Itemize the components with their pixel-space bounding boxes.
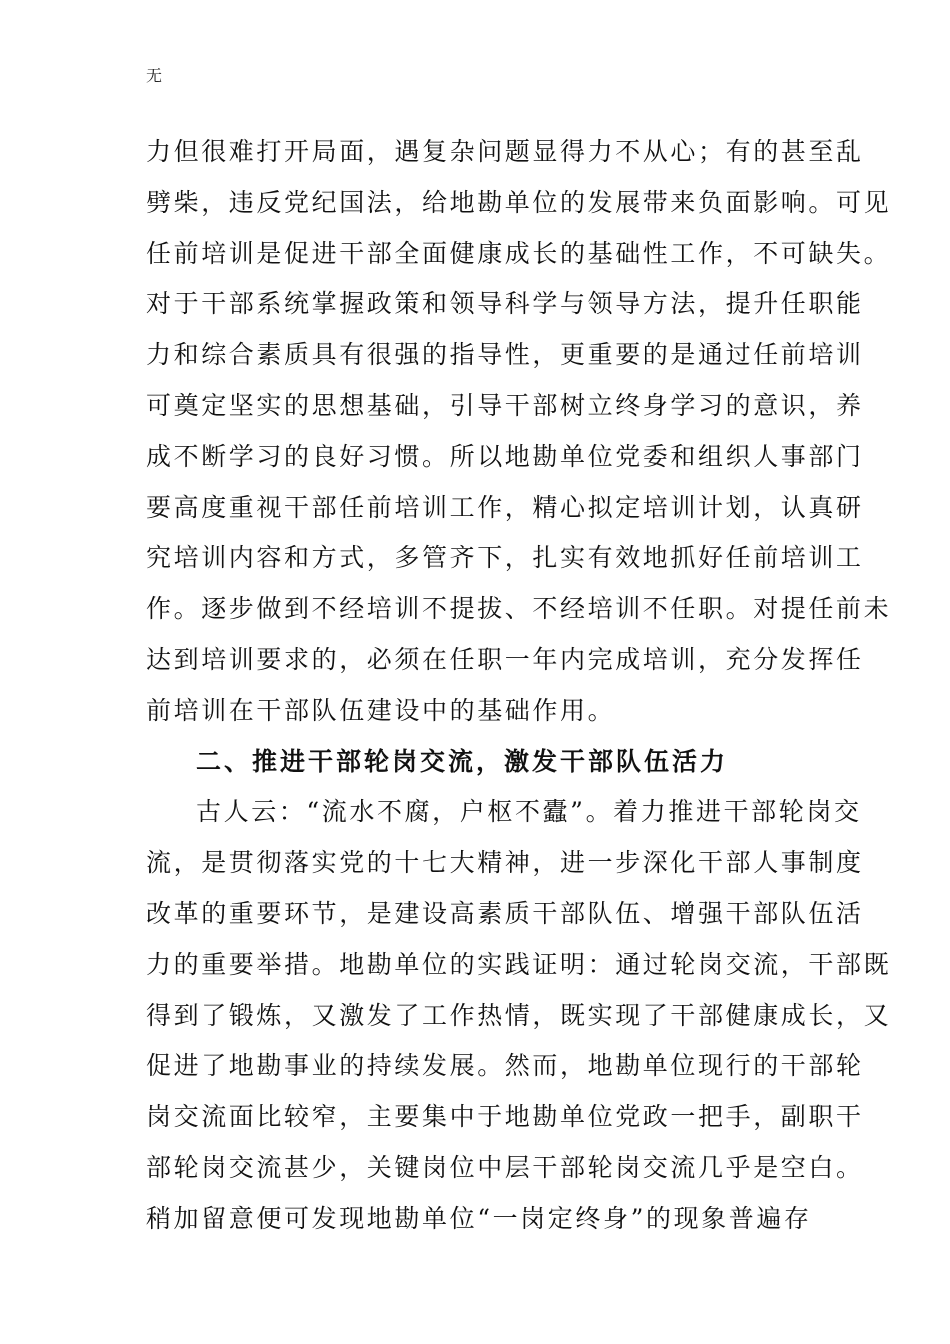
text-line: 达到培训要求的，必须在任职一年内完成培训，充分发挥任 xyxy=(146,644,864,674)
text-line: 古人云：“流水不腐，户枢不蠹”。着力推进干部轮岗交 xyxy=(196,797,862,827)
text-line: 成不断学习的良好习惯。所以地勘单位党委和组织人事部门 xyxy=(146,441,864,471)
text-line: 对于干部系统掌握政策和领导科学与领导方法，提升任职能 xyxy=(146,289,864,319)
text-line: 岗交流面比较窄，主要集中于地勘单位党政一把手，副职干 xyxy=(146,1102,864,1132)
text-line: 流，是贯彻落实党的十七大精神，进一步深化干部人事制度 xyxy=(146,848,864,878)
text-line: 任前培训是促进干部全面健康成长的基础性工作，不可缺失。 xyxy=(146,238,892,268)
text-line: 促进了地勘事业的持续发展。然而，地勘单位现行的干部轮 xyxy=(146,1051,864,1081)
text-line: 劈柴，违反党纪国法，给地勘单位的发展带来负面影响。可见 xyxy=(146,187,892,217)
header-mark: 无 xyxy=(146,66,163,85)
text-line: 改革的重要环节，是建设高素质干部队伍、增强干部队伍活 xyxy=(146,898,864,928)
text-line: 可奠定坚实的思想基础，引导干部树立终身学习的意识，养 xyxy=(146,390,864,420)
text-line: 部轮岗交流甚少，关键岗位中层干部轮岗交流几乎是空白。 xyxy=(146,1152,864,1182)
text-line: 力但很难打开局面，遇复杂问题显得力不从心；有的甚至乱 xyxy=(146,137,864,166)
text-line: 力和综合素质具有很强的指导性，更重要的是通过任前培训 xyxy=(146,340,864,370)
section-heading: 二、推进干部轮岗交流，激发干部队伍活力 xyxy=(196,746,729,776)
text-line: 作。逐步做到不经培训不提拔、不经培训不任职。对提任前未 xyxy=(146,594,892,624)
body-text xyxy=(146,130,892,1248)
text-line: 得到了锻炼，又激发了工作热情，既实现了干部健康成长，又 xyxy=(146,1000,892,1030)
text-line: 稍加留意便可发现地勘单位“一岗定终身”的现象普遍存 xyxy=(146,1203,812,1233)
text-line: 究培训内容和方式，多管齐下，扎实有效地抓好任前培训工 xyxy=(146,543,864,573)
text-line: 前培训在干部队伍建设中的基础作用。 xyxy=(146,695,616,725)
text-line: 要高度重视干部任前培训工作，精心拟定培训计划，认真研 xyxy=(146,492,864,522)
text-line: 力的重要举措。地勘单位的实践证明：通过轮岗交流，干部既 xyxy=(146,949,892,979)
